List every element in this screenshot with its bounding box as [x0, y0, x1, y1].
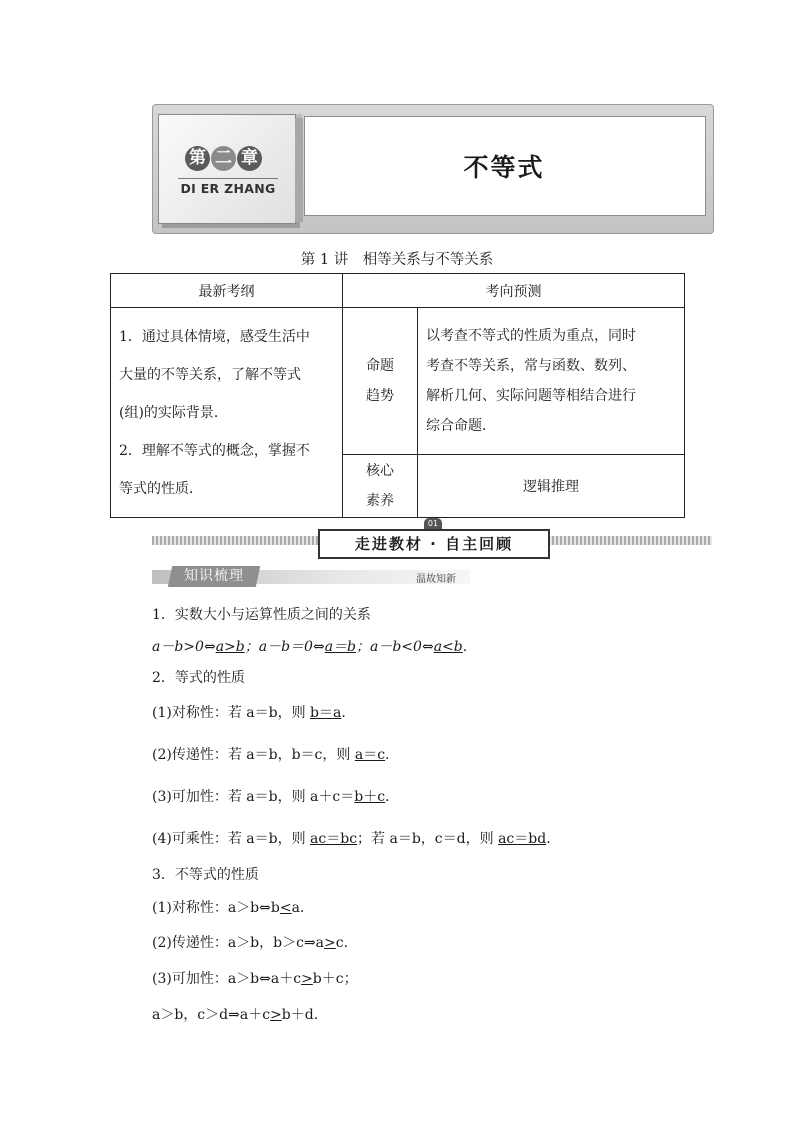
core-label [343, 455, 418, 518]
core-content: 逻辑推理 [418, 455, 685, 518]
badge-side-edge [295, 118, 303, 222]
s2-item-4: (4)可乘性：若 a＝b，则 ac＝bc；若 a＝b，c＝d，则 ac＝bd. [152, 831, 551, 847]
chapter-badge-chars [185, 146, 262, 171]
s3-item-2: (2)传递性：a＞b，b＞c⇒a>c. [152, 935, 349, 951]
table-header-right: 考向预测 [343, 274, 685, 308]
chapter-title: 不等式 [463, 153, 545, 182]
s2-item-3: (3)可加性：若 a＝b，则 a＋c＝b＋c. [152, 789, 390, 805]
syllabus-line: 大量的不等关系，了解不等式 [119, 366, 301, 383]
trend-content [418, 308, 685, 455]
syllabus-line: 1．通过具体情境，感受生活中 [119, 328, 310, 345]
knowledge-subtitle: 温故知新 [416, 574, 456, 585]
trend-line: 考查不等关系，常与函数、数列、 [426, 358, 636, 374]
syllabus-line: (组)的实际背景． [119, 404, 228, 421]
s2-item-1: (1)对称性：若 a＝b，则 b＝a. [152, 705, 346, 721]
syllabus-table [110, 273, 685, 518]
s3-item-1: (1)对称性：a＞b⇔b<a. [152, 900, 305, 916]
chapter-badge-pinyin: DI ER ZHANG [178, 178, 278, 196]
trend-line: 以考查不等式的性质为重点，同时 [426, 328, 636, 344]
knowledge-tab [168, 566, 260, 587]
trend-label-line: 命题 [366, 358, 394, 374]
s2-item-2: (2)传递性：若 a＝b，b＝c，则 a＝c. [152, 747, 390, 763]
trend-line: 解析几何、实际问题等相结合进行 [426, 388, 636, 404]
knowledge-tab-label: 知识梳理 [184, 568, 244, 584]
s3-heading: 3．不等式的性质 [152, 867, 259, 883]
section-title: 走进教材 · 自主回顾 [318, 529, 550, 559]
badge-char-1: 第 [185, 146, 210, 171]
s3-item-3: (3)可加性：a＞b⇔a＋c>b＋c； [152, 971, 358, 987]
trend-line: 综合命题． [426, 418, 496, 434]
core-label-line: 核心 [366, 463, 394, 479]
table-header-left: 最新考纲 [111, 274, 343, 308]
syllabus-line: 等式的性质． [119, 480, 203, 497]
s2-heading: 2．等式的性质 [152, 670, 245, 686]
s1-heading: 1．实数大小与运算性质之间的关系 [152, 607, 371, 623]
s3-item-4: a＞b，c＞d⇒a＋c>b＋d. [152, 1007, 319, 1023]
s1-relation-line: a－b>0⇔a>b；a－b＝0⇔a＝b；a－b<0⇔a<b. [152, 639, 468, 655]
trend-label [343, 308, 418, 455]
badge-char-3: 章 [237, 146, 262, 171]
trend-label-line: 趋势 [366, 388, 394, 404]
badge-char-2: 二 [211, 146, 236, 171]
lesson-title: 第 1 讲 相等关系与不等关系 [300, 252, 494, 268]
core-label-line: 素养 [366, 493, 394, 509]
syllabus-content [111, 308, 343, 518]
syllabus-line: 2．理解不等式的概念，掌握不 [119, 442, 310, 459]
section-number: 01 [424, 518, 442, 530]
